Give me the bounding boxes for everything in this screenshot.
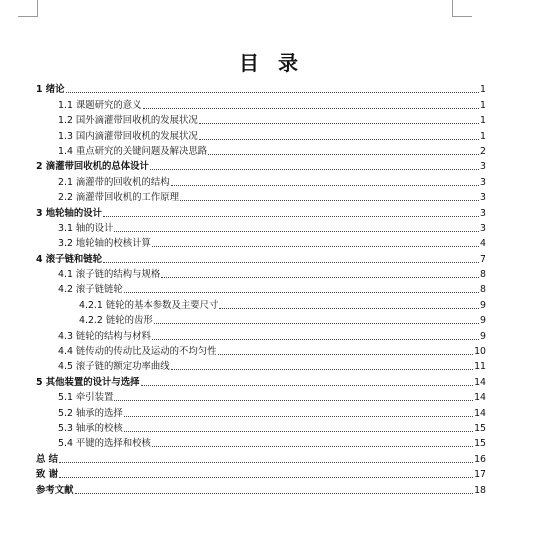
toc-entry-title: 5.4 平键的选择和校核 (58, 438, 151, 450)
toc-page-number: 10 (474, 346, 486, 358)
toc-page-number: 14 (474, 407, 486, 419)
dot-leader (219, 307, 479, 309)
toc-entry[interactable] (36, 126, 486, 141)
toc-entry-title: 5 其他装置的设计与选择 (36, 376, 140, 388)
toc-page-number: 1 (480, 99, 486, 111)
table-of-contents (36, 80, 486, 496)
toc-page-number: 14 (474, 392, 486, 404)
toc-entry[interactable] (36, 311, 486, 326)
toc-entry[interactable] (36, 342, 486, 357)
toc-page-number: 11 (474, 361, 486, 373)
dot-leader (114, 399, 473, 401)
toc-title: 目 录 (239, 51, 304, 75)
dot-leader (199, 138, 479, 140)
toc-entry-title: 4.4 链传动的传动比及运动的不均匀性 (58, 346, 217, 358)
toc-entry-title: 4 滚子链和链轮 (36, 253, 103, 265)
toc-entry[interactable] (36, 357, 486, 372)
toc-entry-title: 2.1 滴灌带的回收机的结构 (58, 176, 170, 188)
toc-page-number: 15 (474, 438, 486, 450)
toc-page-number: 1 (480, 130, 486, 142)
toc-entry[interactable] (36, 219, 486, 234)
toc-page-number: 18 (474, 484, 486, 496)
toc-entry-title: 1.2 国外滴灌带回收机的发展状况 (58, 115, 198, 127)
toc-entry-title: 3.1 轴的设计 (58, 222, 114, 234)
dot-leader (180, 199, 479, 201)
dot-leader (154, 322, 479, 324)
toc-entry[interactable] (36, 203, 486, 218)
dot-leader (124, 430, 473, 432)
dot-leader (218, 353, 474, 355)
toc-entry[interactable] (36, 403, 486, 418)
toc-entry-title: 4.5 滚子链的额定功率曲线 (58, 361, 170, 373)
toc-entry-title: 总 结 (36, 453, 59, 465)
toc-page-number: 8 (480, 269, 486, 281)
toc-entry[interactable] (36, 372, 486, 387)
toc-entry[interactable] (36, 234, 486, 249)
dot-leader (199, 122, 479, 124)
dot-leader (59, 476, 473, 478)
toc-entry-title: 3.2 地轮轴的校核计算 (58, 238, 151, 250)
toc-entry-title: 致 谢 (36, 469, 59, 481)
toc-entry-title: 2 滴灌带回收机的总体设计 (36, 161, 149, 173)
crop-mark-top-left (18, 16, 38, 17)
toc-entry-title: 5.2 轴承的选择 (58, 407, 123, 419)
toc-entry[interactable] (36, 449, 486, 464)
dot-leader (152, 245, 479, 247)
toc-page-number: 9 (480, 299, 486, 311)
toc-page-number: 1 (480, 84, 486, 96)
toc-page-number: 9 (480, 315, 486, 327)
dot-leader (150, 168, 479, 170)
toc-entry-title: 2.2 滴灌带回收机的工作原理 (58, 192, 180, 204)
dot-leader (124, 415, 473, 417)
toc-entry[interactable] (36, 434, 486, 449)
toc-page-number: 7 (480, 253, 486, 265)
toc-entry[interactable] (36, 157, 486, 172)
dot-leader (103, 261, 479, 263)
toc-entry-title: 1.1 课题研究的意义 (58, 99, 142, 111)
toc-entry[interactable] (36, 295, 486, 310)
dot-leader (103, 215, 479, 217)
toc-page-number: 3 (480, 192, 486, 204)
dot-leader (141, 384, 474, 386)
toc-entry-title: 3 地轮轴的设计 (36, 207, 103, 219)
toc-entry-title: 1.3 国内滴灌带回收机的发展状况 (58, 130, 198, 142)
toc-entry-title: 参考文献 (36, 484, 74, 496)
toc-page-number: 15 (474, 422, 486, 434)
dot-leader (75, 492, 474, 494)
toc-entry[interactable] (36, 480, 486, 495)
toc-page-number: 8 (480, 284, 486, 296)
dot-leader (143, 107, 480, 109)
toc-entry-title: 5.1 牵引装置 (58, 392, 114, 404)
toc-page-number: 3 (480, 176, 486, 188)
toc-entry[interactable] (36, 95, 486, 110)
dot-leader (124, 291, 479, 293)
toc-page-number: 3 (480, 207, 486, 219)
dot-leader (161, 276, 479, 278)
toc-entry-title: 1 绪论 (36, 84, 65, 96)
toc-page-number: 16 (474, 453, 486, 465)
toc-page-number: 1 (480, 115, 486, 127)
toc-entry-title: 4.3 链轮的结构与材料 (58, 330, 151, 342)
toc-entry-title: 5.3 轴承的校核 (58, 422, 123, 434)
toc-page-number: 17 (474, 469, 486, 481)
toc-page-number: 4 (480, 238, 486, 250)
toc-entry[interactable] (36, 465, 486, 480)
toc-page-number: 3 (480, 222, 486, 234)
toc-entry[interactable] (36, 188, 486, 203)
dot-leader (59, 461, 473, 463)
toc-entry-title: 4.1 滚子链的结构与规格 (58, 269, 161, 281)
toc-entry[interactable] (36, 280, 486, 295)
toc-entry-title: 4.2.2 链轮的齿形 (79, 315, 153, 327)
dot-leader (208, 153, 479, 155)
toc-entry[interactable] (36, 326, 486, 341)
toc-entry[interactable] (36, 80, 486, 95)
toc-entry[interactable] (36, 111, 486, 126)
toc-entry[interactable] (36, 249, 486, 264)
toc-page-number: 3 (480, 161, 486, 173)
toc-entry[interactable] (36, 172, 486, 187)
dot-leader (171, 184, 479, 186)
toc-entry[interactable] (36, 142, 486, 157)
crop-mark-top-right (452, 16, 472, 17)
toc-page-number: 14 (474, 376, 486, 388)
crop-mark-top-right (452, 0, 453, 16)
toc-page-number: 9 (480, 330, 486, 342)
toc-entry-title: 1.4 重点研究的关键问题及解决思路 (58, 145, 208, 157)
crop-mark-top-left (37, 0, 38, 16)
toc-entry[interactable] (36, 419, 486, 434)
dot-leader (171, 368, 473, 370)
toc-entry[interactable] (36, 265, 486, 280)
dot-leader (152, 445, 473, 447)
dot-leader (66, 91, 479, 93)
toc-entry-title: 4.2 滚子链链轮 (58, 284, 123, 296)
toc-entry[interactable] (36, 388, 486, 403)
toc-entry-title: 4.2.1 链轮的基本参数及主要尺寸 (79, 299, 219, 311)
toc-page-number: 2 (480, 145, 486, 157)
dot-leader (114, 230, 479, 232)
dot-leader (152, 338, 479, 340)
